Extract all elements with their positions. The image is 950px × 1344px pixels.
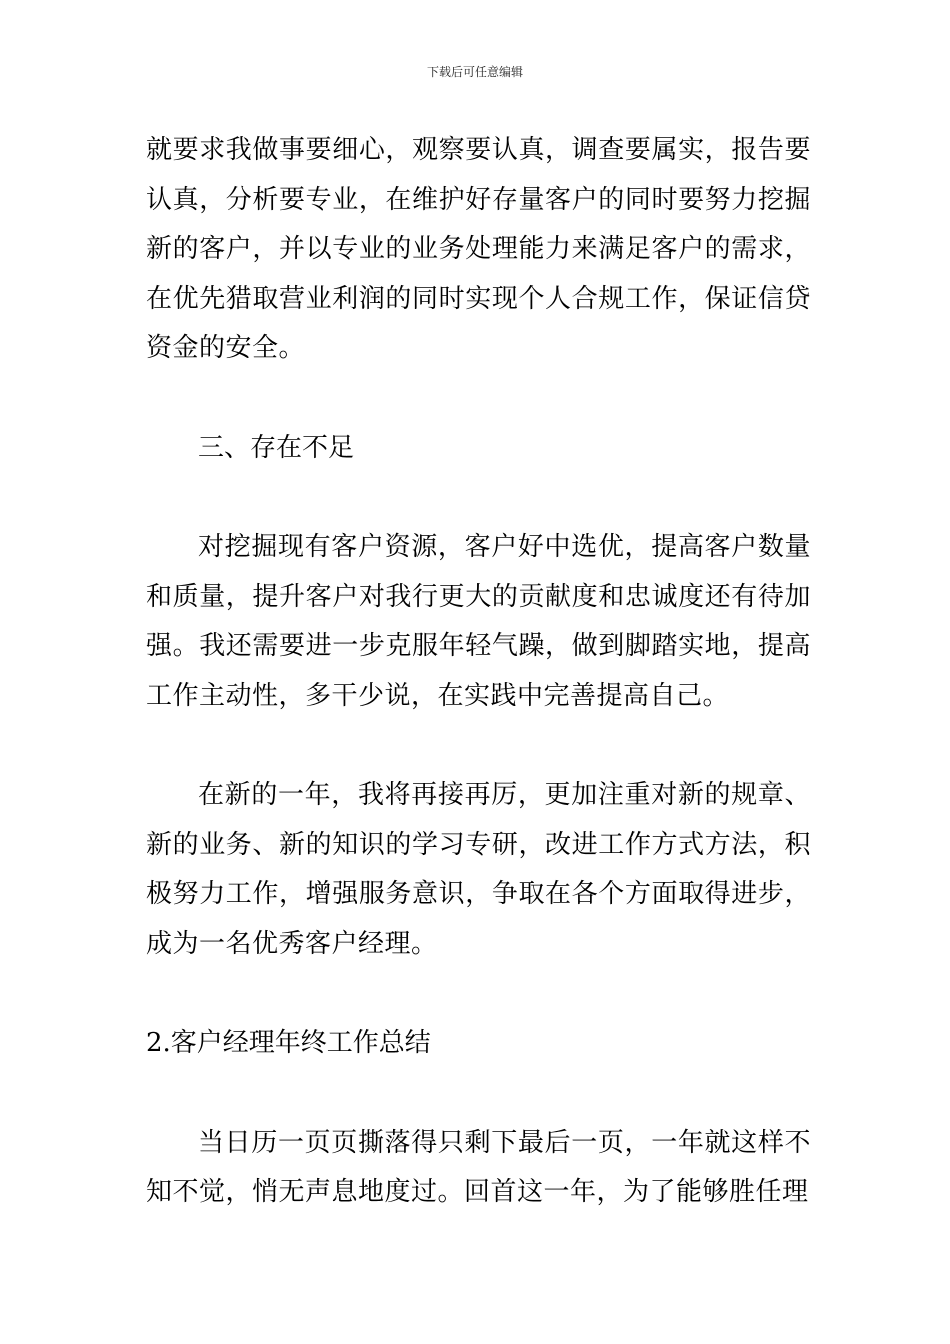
section-heading-summary: 2.客户经理年终工作总结 [146,1028,431,1058]
paragraph-2: 对挖掘现有客户资源，客户好中选优，提高客户数量和质量，提升客户对我行更大的贡献度和忠诚度还有待加强。我还需要进一步克服年轻气躁，做到脚踏实地，提高工作主动性，多干少说，在实践中完善提高自己。 [146,532,811,711]
paragraph-spacer [146,721,811,771]
paragraph-spacer [146,374,811,424]
paragraph-spacer [146,1069,811,1119]
paragraph-spacer [146,473,811,523]
paragraph-3: 在新的一年，我将再接再厉，更加注重对新的规章、新的业务、新的知识的学习专研，改进工作方式方法，积极努力工作，增强服务意识，争取在各个方面取得进步，成为一名优秀客户经理。 [146,780,811,959]
paragraph-spacer [146,969,811,1019]
section-heading-shortcomings: 三、存在不足 [198,432,355,463]
paragraph-1: 就要求我做事要细心，观察要认真，调查要属实，报告要认真，分析要专业，在维护好存量客户的同时要努力挖掘新的客户，并以专业的业务处理能力来满足客户的需求，在优先猎取营业利润的同时实现个人合规工作，保证信贷资金的安全。 [146,135,811,363]
document-body [146,126,811,1218]
page-header-note: 下载后可任意编辑 [426,65,523,79]
paragraph-4: 当日历一页页撕落得只剩下最后一页，一年就这样不知不觉，悄无声息地度过。回首这一年，为了能够胜任理 [146,1127,811,1207]
